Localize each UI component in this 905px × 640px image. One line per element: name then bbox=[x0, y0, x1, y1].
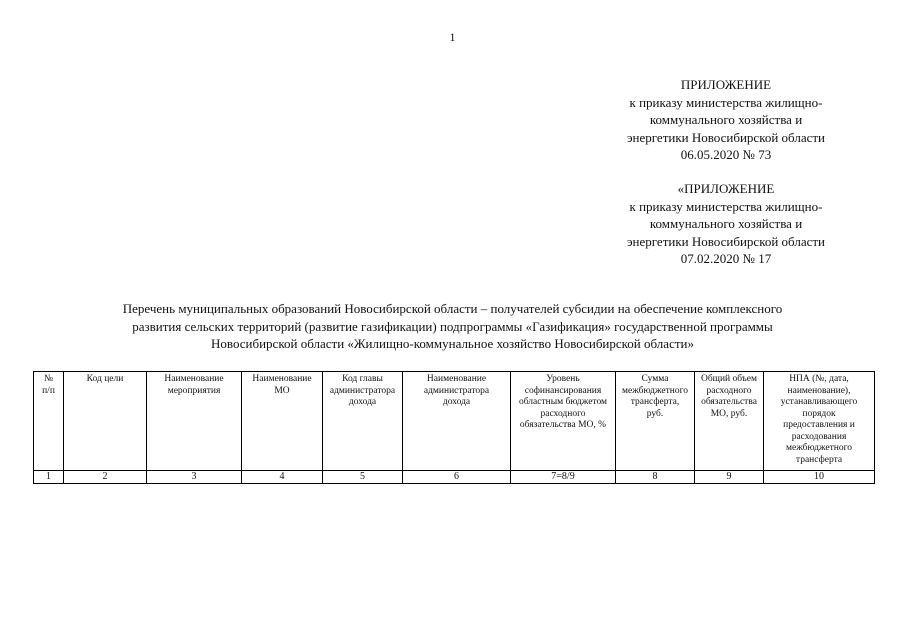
column-header-line: софинансирования bbox=[524, 385, 602, 396]
column-header-line: расходного bbox=[540, 408, 586, 419]
title-line: развития сельских территорий (развитие газификации) подпрограммы «Газификация» государственной программы bbox=[132, 318, 773, 334]
column-header-line: руб. bbox=[646, 408, 664, 419]
column-header-line: наименование), bbox=[787, 385, 851, 396]
column-header-line: мероприятия bbox=[167, 385, 221, 396]
column-header-line: Наименование bbox=[164, 374, 224, 384]
column-header-line: администратора bbox=[423, 385, 490, 396]
appendix-line: коммунального хозяйства и bbox=[649, 112, 803, 127]
column-header bbox=[34, 372, 64, 471]
column-header-line: Код главы bbox=[342, 374, 383, 384]
appendix-line: энергетики Новосибирской области bbox=[626, 233, 826, 249]
column-header-line: МО, руб. bbox=[710, 408, 748, 419]
column-header-line: дохода bbox=[348, 397, 377, 407]
column-header-line: п/п bbox=[42, 385, 55, 396]
column-header-line: расходного bbox=[706, 385, 752, 396]
column-header-line: № bbox=[43, 374, 54, 384]
column-number-cell: 5 bbox=[323, 471, 403, 484]
column-header bbox=[64, 372, 147, 471]
appendix-date-number: 07.02.2020 № 17 bbox=[680, 251, 772, 266]
table-row bbox=[34, 471, 875, 484]
page-number: 1 bbox=[449, 30, 456, 44]
appendix-line: коммунального хозяйства и bbox=[649, 216, 803, 231]
column-number-cell: 1 bbox=[34, 471, 64, 484]
column-number-cell: 3 bbox=[147, 471, 242, 484]
column-header bbox=[695, 372, 764, 471]
column-header bbox=[764, 372, 875, 471]
recipients-table bbox=[33, 371, 875, 484]
column-header-line: НПА (№, дата, bbox=[789, 374, 849, 384]
column-header-line: обязательства МО, % bbox=[519, 420, 607, 430]
column-header-line: Общий объем bbox=[700, 374, 758, 384]
appendix-block-original bbox=[600, 180, 852, 268]
column-number-cell: 6 bbox=[403, 471, 511, 484]
column-header-line: устанавливающего bbox=[780, 397, 858, 407]
column-header-line: трансферта, bbox=[630, 397, 680, 407]
column-number-cell: 9 bbox=[695, 471, 764, 484]
column-number-cell: 4 bbox=[242, 471, 323, 484]
title-line: Перечень муниципальных образований Новосибирской области – получателей субсидии на обеспечение комплексного bbox=[122, 301, 783, 316]
column-header-line: межбюджетного bbox=[622, 385, 688, 396]
appendix-line: к приказу министерства жилищно- bbox=[629, 198, 823, 214]
column-header-line: порядок bbox=[802, 408, 836, 419]
column-header-line: трансферта bbox=[795, 454, 843, 465]
column-header-line: Наименование bbox=[426, 374, 487, 384]
appendix-block-current bbox=[600, 76, 852, 164]
column-header-line: Уровень bbox=[546, 374, 580, 384]
column-number-cell: 2 bbox=[64, 471, 147, 484]
column-header bbox=[511, 372, 616, 471]
appendix-line: к приказу министерства жилищно- bbox=[629, 94, 823, 110]
column-header bbox=[242, 372, 323, 471]
table-header-row bbox=[34, 372, 875, 471]
column-header-line: расходования bbox=[791, 431, 847, 442]
document-title bbox=[40, 300, 865, 353]
appendix-line: энергетики Новосибирской области bbox=[626, 129, 826, 145]
column-header bbox=[323, 372, 403, 471]
column-header-line: Наименование bbox=[252, 374, 312, 384]
appendix-line: «ПРИЛОЖЕНИЕ bbox=[677, 181, 775, 196]
column-header-line: администратора bbox=[329, 385, 396, 396]
column-number-cell: 7=8/9 bbox=[511, 471, 616, 484]
column-number-cell: 8 bbox=[616, 471, 695, 484]
column-header-line: межбюджетного bbox=[786, 443, 852, 453]
appendix-date-number: 06.05.2020 № 73 bbox=[680, 147, 772, 162]
column-header bbox=[147, 372, 242, 471]
column-header-line: Сумма bbox=[641, 374, 669, 384]
column-header-line: дохода bbox=[442, 397, 471, 407]
column-header-line: Код цели bbox=[86, 374, 124, 384]
column-header bbox=[616, 372, 695, 471]
column-header-line: МО bbox=[274, 385, 290, 396]
appendix-line: ПРИЛОЖЕНИЕ bbox=[680, 77, 772, 92]
title-line: Новосибирской области «Жилищно-коммунальное хозяйство Новосибирской области» bbox=[211, 336, 694, 351]
column-header-line: предоставления и bbox=[783, 420, 855, 430]
column-header bbox=[403, 372, 511, 471]
column-number-cell: 10 bbox=[764, 471, 875, 484]
column-header-line: обязательства bbox=[701, 397, 757, 407]
column-header-line: областным бюджетом bbox=[518, 397, 608, 407]
